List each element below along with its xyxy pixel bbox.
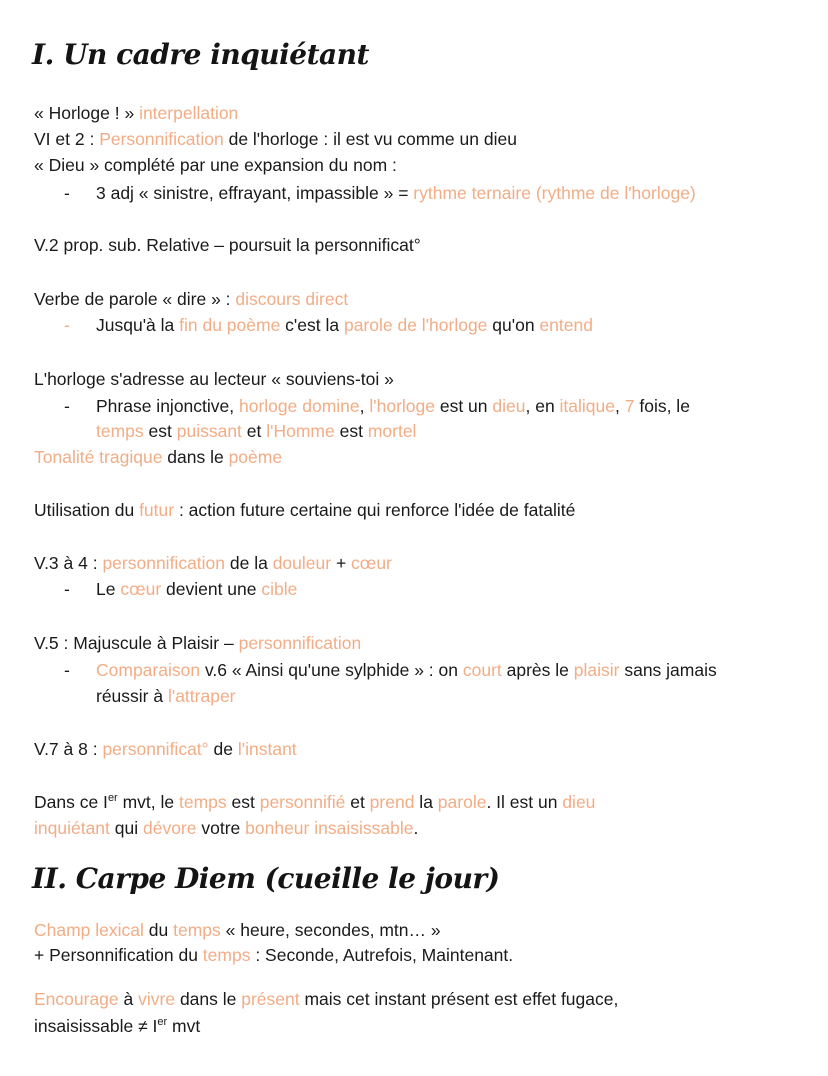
bullet-dash: - — [64, 579, 70, 599]
highlighted-text: poème — [228, 447, 283, 467]
note-text: 3 adj « sinistre, effrayant, impassible » = — [96, 183, 414, 203]
note-text: de l'horloge : il est vu comme un dieu — [223, 129, 517, 149]
highlighted-text: l'instant — [237, 739, 297, 759]
note-text: dans le — [175, 989, 242, 1009]
note-text: V.7 à 8 : — [34, 739, 103, 759]
note-text: de — [208, 739, 238, 759]
note-line — [34, 631, 361, 655]
note-text: c'est la — [280, 315, 344, 335]
highlighted-text: vivre — [138, 989, 176, 1009]
highlighted-text: prend — [369, 792, 415, 812]
highlighted-text: personnifié — [259, 792, 346, 812]
note-text: , en — [525, 396, 560, 416]
highlighted-text: inquiétant — [34, 818, 110, 838]
highlighted-text: plaisir — [573, 660, 620, 680]
note-text: mais cet instant présent est effet fugace, — [299, 989, 619, 1009]
highlighted-text: italique — [559, 396, 616, 416]
note-line — [34, 816, 418, 840]
highlighted-text: rythme ternaire (rythme de l'horloge) — [413, 183, 696, 203]
note-text: et — [345, 792, 370, 812]
note-line — [34, 943, 513, 967]
note-text: « heure, secondes, mtn… » — [220, 920, 441, 940]
note-line — [96, 419, 416, 443]
highlighted-text: Champ lexical — [34, 920, 144, 940]
note-text: . — [413, 818, 419, 838]
note-line — [34, 367, 394, 391]
note-text: de la — [225, 553, 273, 573]
highlighted-text: cible — [261, 579, 298, 599]
highlighted-text: dieu — [492, 396, 526, 416]
bullet-dash: - — [64, 183, 70, 203]
note-line — [34, 233, 421, 257]
note-line — [34, 551, 392, 575]
highlighted-text: futur — [139, 500, 175, 520]
note-text: Utilisation du — [34, 500, 140, 520]
note-text: est — [143, 421, 177, 441]
note-text: Phrase injonctive, — [96, 396, 239, 416]
note-text: qui — [109, 818, 143, 838]
note-text: Le — [96, 579, 121, 599]
note-line — [96, 313, 593, 337]
highlighted-text: Personnification — [99, 129, 224, 149]
note-text: + — [331, 553, 352, 573]
note-line — [96, 684, 236, 708]
bullet-dash: - — [64, 315, 70, 335]
note-line — [34, 737, 297, 761]
note-text: insaisissable ≠ I — [34, 1016, 158, 1036]
highlighted-text: Encourage — [34, 989, 119, 1009]
note-text: Verbe de parole « dire » : — [34, 289, 236, 309]
highlighted-text: parole de l'horloge — [343, 315, 488, 335]
note-text: dans le — [162, 447, 229, 467]
note-line — [96, 181, 696, 205]
section-2-title: II. Carpe Diem (cueille le jour) — [32, 862, 500, 895]
note-text: er — [107, 792, 118, 805]
highlighted-text: mortel — [367, 421, 417, 441]
note-text: après le — [501, 660, 574, 680]
note-text: VI et 2 : — [34, 129, 100, 149]
note-text: mvt, le — [117, 792, 179, 812]
note-text: , — [615, 396, 625, 416]
highlighted-text: cœur — [120, 579, 162, 599]
note-text: : Seconde, Autrefois, Maintenant. — [250, 945, 514, 965]
bullet-dash: - — [64, 396, 70, 416]
note-text: réussir à — [96, 686, 168, 706]
highlighted-text: l'attraper — [167, 686, 236, 706]
note-text: « Horloge ! » — [34, 103, 140, 123]
highlighted-text: l'Homme — [266, 421, 335, 441]
note-text: . Il est un — [486, 792, 563, 812]
highlighted-text: présent — [241, 989, 300, 1009]
note-text: : action future certaine qui renforce l'idée de fatalité — [174, 500, 576, 520]
note-text: est — [334, 421, 368, 441]
highlighted-text: entend — [539, 315, 593, 335]
highlighted-text: temps — [178, 792, 227, 812]
highlighted-text: puissant — [176, 421, 242, 441]
highlighted-text: bonheur insaisissable — [245, 818, 414, 838]
highlighted-text: discours direct — [235, 289, 349, 309]
note-text: L'horloge s'adresse au lecteur « souviens-toi » — [34, 369, 394, 389]
highlighted-text: parole — [437, 792, 487, 812]
note-line — [34, 987, 618, 1011]
note-text: er — [157, 1016, 168, 1029]
note-text: Dans ce I — [34, 792, 108, 812]
highlighted-text: personnificat° — [102, 739, 209, 759]
note-line — [34, 918, 441, 942]
bullet-dash: - — [64, 660, 70, 680]
highlighted-text: interpellation — [139, 103, 239, 123]
highlighted-text: personnification — [238, 633, 362, 653]
note-text: devient une — [161, 579, 262, 599]
note-text: qu'on — [487, 315, 540, 335]
note-text: Jusqu'à la — [96, 315, 180, 335]
highlighted-text: douleur — [272, 553, 332, 573]
note-text: fois, le — [634, 396, 690, 416]
note-text: mvt — [167, 1016, 201, 1036]
note-text: la — [414, 792, 438, 812]
highlighted-text: Comparaison — [96, 660, 201, 680]
note-text: v.6 « Ainsi qu'une sylphide » : on — [200, 660, 463, 680]
note-line — [34, 127, 517, 151]
note-text: V.2 prop. sub. Relative – poursuit la personnificat° — [34, 235, 421, 255]
note-text: est — [226, 792, 260, 812]
highlighted-text: temps — [173, 920, 221, 940]
note-text: « Dieu » complété par une expansion du nom : — [34, 155, 397, 175]
highlighted-text: temps — [96, 421, 144, 441]
note-line — [96, 394, 690, 418]
note-line — [34, 287, 348, 311]
note-line — [96, 577, 297, 601]
note-line — [96, 658, 717, 682]
highlighted-text: Tonalité tragique — [34, 447, 163, 467]
highlighted-text: dieu — [562, 792, 596, 812]
highlighted-text: court — [462, 660, 502, 680]
note-line — [34, 498, 575, 522]
note-text: sans jamais — [619, 660, 717, 680]
note-text: et — [241, 421, 267, 441]
note-text: à — [118, 989, 139, 1009]
note-text: V.3 à 4 : — [34, 553, 103, 573]
note-line — [34, 1014, 200, 1038]
note-line — [34, 153, 397, 177]
note-text: est un — [434, 396, 493, 416]
note-text: , — [359, 396, 370, 416]
highlighted-text: fin du poème — [179, 315, 281, 335]
highlighted-text: 7 — [624, 396, 635, 416]
highlighted-text: l'horloge — [369, 396, 435, 416]
note-text: votre — [196, 818, 246, 838]
highlighted-text: temps — [202, 945, 251, 965]
section-1-title: I. Un cadre inquiétant — [32, 38, 369, 71]
note-text: + Personnification du — [34, 945, 203, 965]
note-text: du — [143, 920, 174, 940]
highlighted-text: dévore — [142, 818, 197, 838]
note-text: V.5 : Majuscule à Plaisir – — [34, 633, 239, 653]
note-line — [34, 101, 238, 125]
highlighted-text: personnification — [102, 553, 226, 573]
note-line — [34, 790, 595, 814]
note-line — [34, 445, 282, 469]
highlighted-text: horloge domine — [239, 396, 360, 416]
highlighted-text: cœur — [351, 553, 392, 573]
